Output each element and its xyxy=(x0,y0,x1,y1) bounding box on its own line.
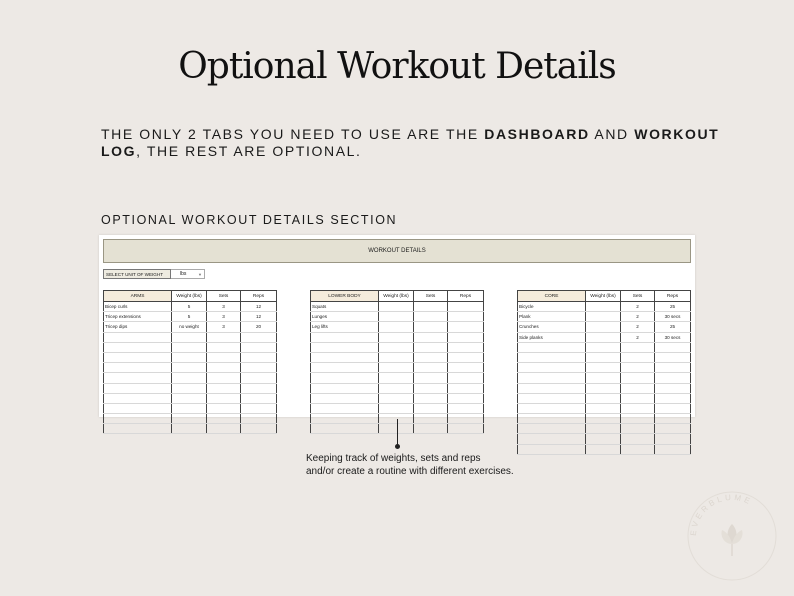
reps-cell[interactable]: 12 xyxy=(241,312,277,322)
table-header-reps: Reps xyxy=(448,291,484,302)
empty-cell[interactable] xyxy=(518,424,586,434)
caption-line-1: Keeping track of weights, sets and reps xyxy=(306,453,481,464)
empty-cell[interactable] xyxy=(172,332,207,342)
empty-cell[interactable] xyxy=(518,393,586,403)
table-row xyxy=(104,302,277,312)
empty-cell[interactable] xyxy=(621,383,655,393)
empty-cell[interactable] xyxy=(241,383,277,393)
empty-cell[interactable] xyxy=(311,373,379,383)
empty-cell[interactable] xyxy=(207,393,241,403)
table-row-empty xyxy=(311,383,484,393)
table-row-empty xyxy=(518,424,691,434)
weight-cell[interactable] xyxy=(379,322,414,332)
intro-bold-dashboard: DASHBOARD xyxy=(484,126,590,142)
empty-cell[interactable] xyxy=(207,352,241,362)
caption-line-2: and/or create a routine with different exercises. xyxy=(306,466,514,477)
reps-cell[interactable]: 12 xyxy=(241,302,277,312)
sets-cell[interactable] xyxy=(414,302,448,312)
empty-cell[interactable] xyxy=(379,403,414,413)
table-row xyxy=(518,312,691,322)
empty-cell[interactable] xyxy=(586,403,621,413)
logo-ring-text xyxy=(689,493,754,536)
empty-cell[interactable] xyxy=(655,373,691,383)
workout-details-header: WORKOUT DETAILS xyxy=(103,239,691,263)
empty-cell[interactable] xyxy=(518,434,586,444)
table-header-weight: Weight (lbs) xyxy=(586,291,621,302)
empty-cell[interactable] xyxy=(655,444,691,454)
weight-cell[interactable] xyxy=(586,312,621,322)
empty-cell[interactable] xyxy=(518,383,586,393)
lower-body-table xyxy=(310,290,484,434)
empty-cell[interactable] xyxy=(586,414,621,424)
logo-ring-text-path: EVERBLUME xyxy=(688,492,755,537)
exercise-cell[interactable]: Lunges xyxy=(311,312,379,322)
table-row-empty xyxy=(104,383,277,393)
section-label: OPTIONAL WORKOUT DETAILS SECTION xyxy=(101,213,398,227)
exercise-cell[interactable]: Bicycle xyxy=(518,302,586,312)
table-row-empty xyxy=(311,363,484,373)
empty-cell[interactable] xyxy=(586,383,621,393)
empty-cell[interactable] xyxy=(311,383,379,393)
everblume-logo xyxy=(682,486,782,586)
empty-cell[interactable] xyxy=(104,393,172,403)
empty-cell[interactable] xyxy=(379,352,414,362)
empty-cell[interactable] xyxy=(172,352,207,362)
table-row-empty xyxy=(311,342,484,352)
empty-cell[interactable] xyxy=(414,342,448,352)
exercise-cell[interactable]: Tricep dips xyxy=(104,322,172,332)
table-row-empty xyxy=(518,363,691,373)
table-header-name: CORE xyxy=(518,291,586,302)
empty-cell[interactable] xyxy=(448,383,484,393)
empty-cell[interactable] xyxy=(655,352,691,362)
empty-cell[interactable] xyxy=(172,383,207,393)
empty-cell[interactable] xyxy=(414,373,448,383)
empty-cell[interactable] xyxy=(379,342,414,352)
page-title: Optional Workout Details xyxy=(178,46,616,87)
empty-cell[interactable] xyxy=(379,414,414,424)
exercise-cell[interactable]: Squats xyxy=(311,302,379,312)
empty-cell[interactable] xyxy=(104,332,172,342)
empty-cell[interactable] xyxy=(207,342,241,352)
empty-cell[interactable] xyxy=(448,363,484,373)
empty-cell[interactable] xyxy=(586,444,621,454)
chevron-down-icon: ▼ xyxy=(198,272,202,277)
flower-icon xyxy=(721,524,742,556)
spreadsheet-preview xyxy=(99,235,695,417)
exercise-cell[interactable]: Leg lifts xyxy=(311,322,379,332)
empty-cell[interactable] xyxy=(586,342,621,352)
table-row xyxy=(311,312,484,322)
empty-cell[interactable] xyxy=(655,383,691,393)
empty-cell[interactable] xyxy=(518,363,586,373)
table-header-name: ARMS xyxy=(104,291,172,302)
table-row-empty xyxy=(311,352,484,362)
table-row-empty xyxy=(311,393,484,403)
empty-cell[interactable] xyxy=(207,424,241,434)
empty-cell[interactable] xyxy=(414,332,448,342)
sets-cell[interactable] xyxy=(414,312,448,322)
weight-cell[interactable] xyxy=(379,312,414,322)
reps-cell[interactable] xyxy=(448,322,484,332)
empty-cell[interactable] xyxy=(104,383,172,393)
empty-cell[interactable] xyxy=(172,393,207,403)
empty-cell[interactable] xyxy=(586,352,621,362)
weight-cell[interactable]: 5 xyxy=(172,302,207,312)
empty-cell[interactable] xyxy=(586,434,621,444)
empty-cell[interactable] xyxy=(379,363,414,373)
pointer-dot xyxy=(395,444,400,449)
sets-cell[interactable] xyxy=(414,322,448,332)
table-row-empty xyxy=(311,373,484,383)
weight-cell[interactable] xyxy=(379,302,414,312)
unit-label: SELECT UNIT OF WEIGHT xyxy=(103,269,171,279)
unit-value: lbs xyxy=(180,271,187,277)
empty-cell[interactable] xyxy=(621,414,655,424)
empty-cell[interactable] xyxy=(311,332,379,342)
empty-cell[interactable] xyxy=(104,373,172,383)
empty-cell[interactable] xyxy=(414,383,448,393)
empty-cell[interactable] xyxy=(518,352,586,362)
unit-dropdown[interactable] xyxy=(171,269,205,279)
table-row-empty xyxy=(104,363,277,373)
empty-cell[interactable] xyxy=(241,373,277,383)
empty-cell[interactable] xyxy=(104,363,172,373)
empty-cell[interactable] xyxy=(448,352,484,362)
empty-cell[interactable] xyxy=(207,332,241,342)
intro-bold-workout-log: WORKOUT LOG xyxy=(101,126,720,159)
empty-cell[interactable] xyxy=(207,363,241,373)
empty-cell[interactable] xyxy=(311,352,379,362)
empty-cell[interactable] xyxy=(104,342,172,352)
table-header-weight: Weight (lbs) xyxy=(172,291,207,302)
exercise-cell[interactable]: Crunches xyxy=(518,322,586,332)
table-row-empty xyxy=(518,434,691,444)
table-header-weight: Weight (lbs) xyxy=(379,291,414,302)
sets-cell[interactable]: 2 xyxy=(621,312,655,322)
empty-cell[interactable] xyxy=(241,352,277,362)
reps-cell[interactable]: 30 secs xyxy=(655,332,691,342)
empty-cell[interactable] xyxy=(241,342,277,352)
unit-row xyxy=(103,269,205,279)
table-row-empty xyxy=(518,403,691,413)
arms-table xyxy=(103,290,277,434)
sets-cell[interactable]: 2 xyxy=(621,302,655,312)
reps-cell[interactable] xyxy=(448,302,484,312)
empty-cell[interactable] xyxy=(207,383,241,393)
table-row-empty xyxy=(104,373,277,383)
empty-cell[interactable] xyxy=(172,403,207,413)
empty-cell[interactable] xyxy=(172,342,207,352)
empty-cell[interactable] xyxy=(586,363,621,373)
pointer-line xyxy=(397,419,398,446)
empty-cell[interactable] xyxy=(207,403,241,413)
empty-cell[interactable] xyxy=(655,414,691,424)
empty-cell[interactable] xyxy=(448,332,484,342)
empty-cell[interactable] xyxy=(448,373,484,383)
empty-cell[interactable] xyxy=(241,414,277,424)
empty-cell[interactable] xyxy=(414,352,448,362)
sets-cell[interactable]: 2 xyxy=(621,322,655,332)
empty-cell[interactable] xyxy=(311,393,379,403)
table-row-empty xyxy=(104,393,277,403)
empty-cell[interactable] xyxy=(448,403,484,413)
weight-cell[interactable] xyxy=(586,332,621,342)
weight-cell[interactable] xyxy=(586,322,621,332)
empty-cell[interactable] xyxy=(311,363,379,373)
sets-cell[interactable]: 3 xyxy=(207,302,241,312)
core-table xyxy=(517,290,691,455)
empty-cell[interactable] xyxy=(586,424,621,434)
table-row xyxy=(518,332,691,342)
table-header-reps: Reps xyxy=(241,291,277,302)
empty-cell[interactable] xyxy=(379,332,414,342)
intro-part1: THE ONLY 2 TABS YOU NEED TO USE ARE THE xyxy=(101,126,485,142)
empty-cell[interactable] xyxy=(207,414,241,424)
empty-cell[interactable] xyxy=(518,373,586,383)
empty-cell[interactable] xyxy=(621,424,655,434)
empty-cell[interactable] xyxy=(311,424,379,434)
sets-cell[interactable]: 2 xyxy=(621,332,655,342)
empty-cell[interactable] xyxy=(414,393,448,403)
table-row-empty xyxy=(104,424,277,434)
empty-cell[interactable] xyxy=(172,373,207,383)
table-row-empty xyxy=(518,383,691,393)
table-header-sets: Sets xyxy=(621,291,655,302)
empty-cell[interactable] xyxy=(241,393,277,403)
empty-cell[interactable] xyxy=(518,403,586,413)
sets-cell[interactable]: 3 xyxy=(207,322,241,332)
reps-cell[interactable]: 30 secs xyxy=(655,312,691,322)
empty-cell[interactable] xyxy=(655,393,691,403)
weight-cell[interactable]: no weight xyxy=(172,322,207,332)
empty-cell[interactable] xyxy=(241,403,277,413)
empty-cell[interactable] xyxy=(621,352,655,362)
empty-cell[interactable] xyxy=(655,342,691,352)
table-row-empty xyxy=(104,342,277,352)
table-row-empty xyxy=(518,393,691,403)
caption xyxy=(306,452,566,478)
table-row xyxy=(104,322,277,332)
weight-cell[interactable]: 5 xyxy=(172,312,207,322)
table-row-empty xyxy=(104,403,277,413)
empty-cell[interactable] xyxy=(414,363,448,373)
table-row-empty xyxy=(518,352,691,362)
empty-cell[interactable] xyxy=(104,424,172,434)
empty-cell[interactable] xyxy=(448,342,484,352)
intro-part2: AND xyxy=(589,126,635,142)
empty-cell[interactable] xyxy=(414,403,448,413)
empty-cell[interactable] xyxy=(379,393,414,403)
empty-cell[interactable] xyxy=(311,414,379,424)
empty-cell[interactable] xyxy=(621,363,655,373)
exercise-cell[interactable]: Side planks xyxy=(518,332,586,342)
empty-cell[interactable] xyxy=(655,434,691,444)
empty-cell[interactable] xyxy=(586,393,621,403)
empty-cell[interactable] xyxy=(518,414,586,424)
exercise-cell[interactable]: Tricep extensions xyxy=(104,312,172,322)
empty-cell[interactable] xyxy=(621,434,655,444)
empty-cell[interactable] xyxy=(311,342,379,352)
empty-cell[interactable] xyxy=(621,342,655,352)
weight-cell[interactable] xyxy=(586,302,621,312)
table-row-empty xyxy=(518,373,691,383)
empty-cell[interactable] xyxy=(104,352,172,362)
empty-cell[interactable] xyxy=(414,414,448,424)
exercise-cell[interactable]: Plank xyxy=(518,312,586,322)
empty-cell[interactable] xyxy=(379,383,414,393)
empty-cell[interactable] xyxy=(172,414,207,424)
table-row-empty xyxy=(518,414,691,424)
reps-cell[interactable]: 25 xyxy=(655,322,691,332)
empty-cell[interactable] xyxy=(448,393,484,403)
empty-cell[interactable] xyxy=(655,424,691,434)
table-row xyxy=(311,322,484,332)
empty-cell[interactable] xyxy=(379,373,414,383)
table-row xyxy=(104,312,277,322)
intro-text xyxy=(101,126,741,160)
empty-cell[interactable] xyxy=(311,403,379,413)
empty-cell[interactable] xyxy=(172,424,207,434)
table-row-empty xyxy=(311,332,484,342)
reps-cell[interactable] xyxy=(448,312,484,322)
empty-cell[interactable] xyxy=(241,332,277,342)
empty-cell[interactable] xyxy=(621,373,655,383)
empty-cell[interactable] xyxy=(207,373,241,383)
empty-cell[interactable] xyxy=(448,424,484,434)
table-row-empty xyxy=(518,342,691,352)
table-header-name: LOWER BODY xyxy=(311,291,379,302)
table-row xyxy=(518,302,691,312)
empty-cell[interactable] xyxy=(586,373,621,383)
empty-cell[interactable] xyxy=(104,403,172,413)
table-header-sets: Sets xyxy=(414,291,448,302)
sets-cell[interactable]: 3 xyxy=(207,312,241,322)
table-header-sets: Sets xyxy=(207,291,241,302)
empty-cell[interactable] xyxy=(448,414,484,424)
empty-cell[interactable] xyxy=(655,363,691,373)
intro-part3: , THE REST ARE OPTIONAL. xyxy=(136,143,362,159)
empty-cell[interactable] xyxy=(655,403,691,413)
table-row-empty xyxy=(104,414,277,424)
empty-cell[interactable] xyxy=(241,424,277,434)
table-row xyxy=(518,322,691,332)
empty-cell[interactable] xyxy=(241,363,277,373)
table-row-empty xyxy=(311,403,484,413)
empty-cell[interactable] xyxy=(104,414,172,424)
empty-cell[interactable] xyxy=(621,393,655,403)
empty-cell[interactable] xyxy=(518,342,586,352)
reps-cell[interactable]: 25 xyxy=(655,302,691,312)
reps-cell[interactable]: 20 xyxy=(241,322,277,332)
empty-cell[interactable] xyxy=(621,403,655,413)
exercise-cell[interactable]: Bicep curls xyxy=(104,302,172,312)
table-row-empty xyxy=(104,332,277,342)
table-row-empty xyxy=(104,352,277,362)
table-row xyxy=(311,302,484,312)
empty-cell[interactable] xyxy=(414,424,448,434)
empty-cell[interactable] xyxy=(172,363,207,373)
table-header-reps: Reps xyxy=(655,291,691,302)
empty-cell[interactable] xyxy=(379,424,414,434)
empty-cell[interactable] xyxy=(621,444,655,454)
